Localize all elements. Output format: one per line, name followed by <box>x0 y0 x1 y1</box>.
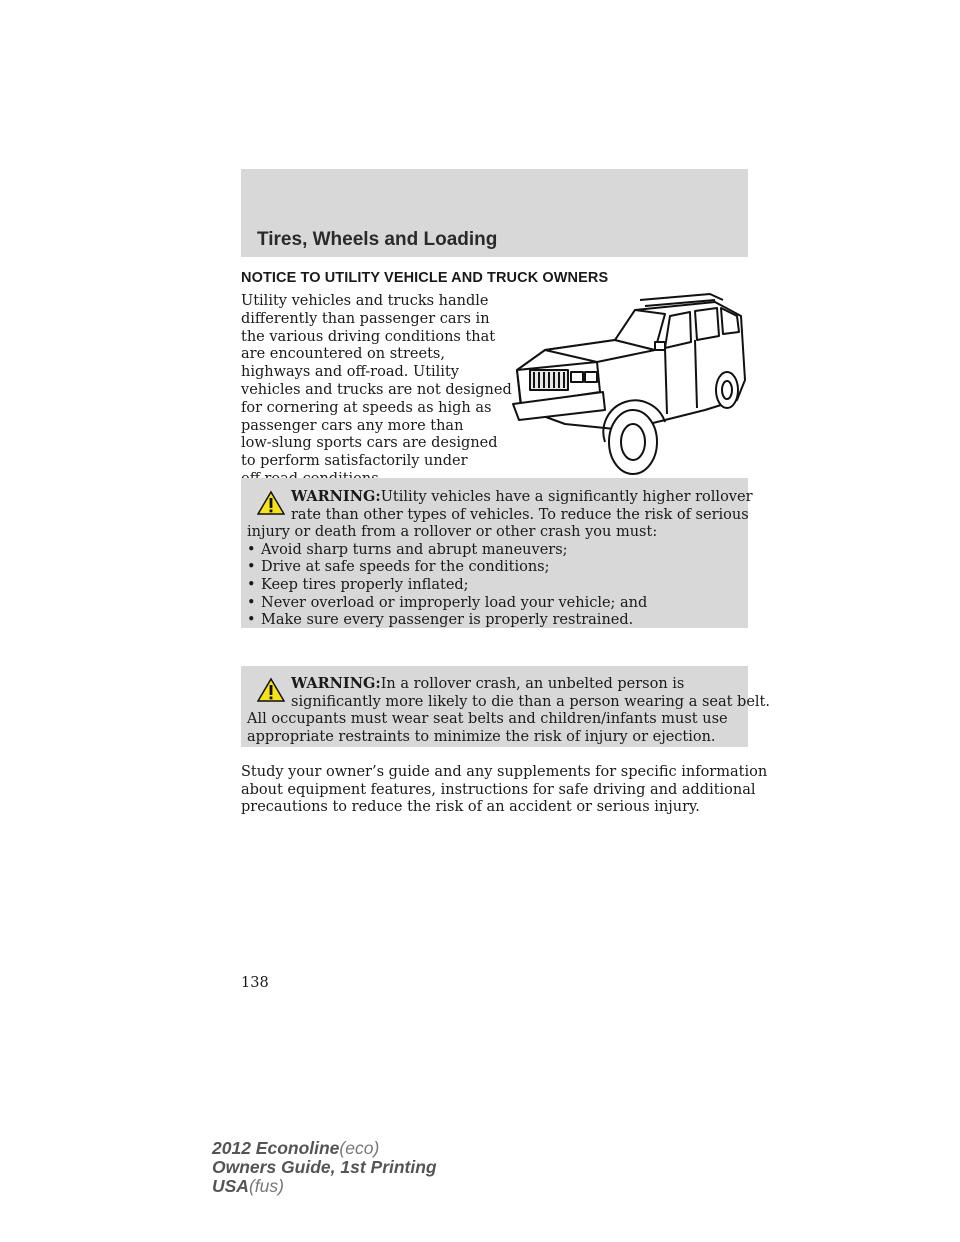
intro-line: low-slung sports cars are designed <box>241 435 498 452</box>
footer-model-code: (eco) <box>339 1138 380 1158</box>
intro-line: to perform satisfactorily under <box>241 453 468 470</box>
footer-model: 2012 Econoline <box>212 1138 340 1158</box>
intro-line: are encountered on streets, <box>241 346 445 363</box>
notice-heading: NOTICE TO UTILITY VEHICLE AND TRUCK OWNERS <box>241 270 609 286</box>
bullet-dot-icon: • <box>247 559 256 576</box>
intro-line: Utility vehicles and trucks handle <box>241 293 489 309</box>
warning-line: injury or death from a rollover or other crash you must: <box>247 524 658 541</box>
footer-line <box>212 1139 437 1158</box>
warning-text: Utility vehicles have a significantly higher rollover <box>380 489 753 505</box>
bullet-dot-icon: • <box>247 594 256 611</box>
bullet-item <box>247 595 740 613</box>
intro-paragraph <box>241 293 512 489</box>
bullet-dot-icon: • <box>247 541 256 558</box>
warning-triangle-icon <box>257 677 285 703</box>
bullet-text: Avoid sharp turns and abrupt maneuvers; <box>261 541 568 558</box>
bullet-text: Keep tires properly inflated; <box>261 576 469 593</box>
closing-line: Study your owner’s guide and any supplements for specific information <box>241 764 768 780</box>
intro-line: for cornering at speeds as high as <box>241 399 492 416</box>
intro-line: the various driving conditions that <box>241 328 496 345</box>
warning-box-seatbelt <box>241 666 770 747</box>
warning-label: WARNING: <box>291 675 381 692</box>
warning-line: All occupants must wear seat belts and children/infants must use <box>247 711 728 728</box>
warning-label: WARNING: <box>291 488 381 505</box>
bullet-item <box>247 577 740 595</box>
suv-illustration <box>505 292 750 482</box>
footer-market-code: (fus) <box>248 1176 284 1196</box>
bullet-item <box>247 612 740 630</box>
footer-edition: Owners Guide, 1st Printing <box>212 1157 437 1177</box>
intro-line: differently than passenger cars in <box>241 310 490 327</box>
closing-line: about equipment features, instructions for safe driving and additional <box>241 781 756 798</box>
bullet-item <box>247 559 740 577</box>
intro-line: highways and off-road. Utility <box>241 364 459 381</box>
intro-line: passenger cars any more than <box>241 417 464 434</box>
warning-line: rate than other types of vehicles. To reduce the risk of serious <box>291 506 749 523</box>
bullet-item <box>247 542 740 560</box>
warning-line <box>247 675 740 694</box>
bullet-dot-icon: • <box>247 576 256 593</box>
warning-line: significantly more likely to die than a person wearing a seat belt. <box>291 693 770 710</box>
closing-line: precautions to reduce the risk of an accident or serious injury. <box>241 799 700 816</box>
footer-market: USA <box>212 1176 249 1196</box>
footer-line <box>212 1177 437 1196</box>
warning-triangle-icon <box>257 490 285 516</box>
warning-text: In a rollover crash, an unbelted person is <box>380 676 685 692</box>
bullet-text: Drive at safe speeds for the conditions; <box>261 559 550 576</box>
closing-paragraph <box>241 764 768 817</box>
bullet-text: Never overload or improperly load your vehicle; and <box>261 594 648 611</box>
warning-line: appropriate restraints to minimize the risk of injury or ejection. <box>247 728 716 745</box>
warning-box-rollover <box>241 478 753 629</box>
intro-line: vehicles and trucks are not designed <box>241 381 512 398</box>
warning-bullet-list <box>247 542 740 630</box>
page-number: 138 <box>241 975 269 991</box>
warning-line <box>247 488 753 507</box>
section-title: Tires, Wheels and Loading <box>257 229 498 250</box>
section-header-band <box>241 169 748 257</box>
bullet-dot-icon: • <box>247 612 256 629</box>
document-footer <box>212 1139 437 1196</box>
bullet-text: Make sure every passenger is properly restrained. <box>261 612 634 629</box>
